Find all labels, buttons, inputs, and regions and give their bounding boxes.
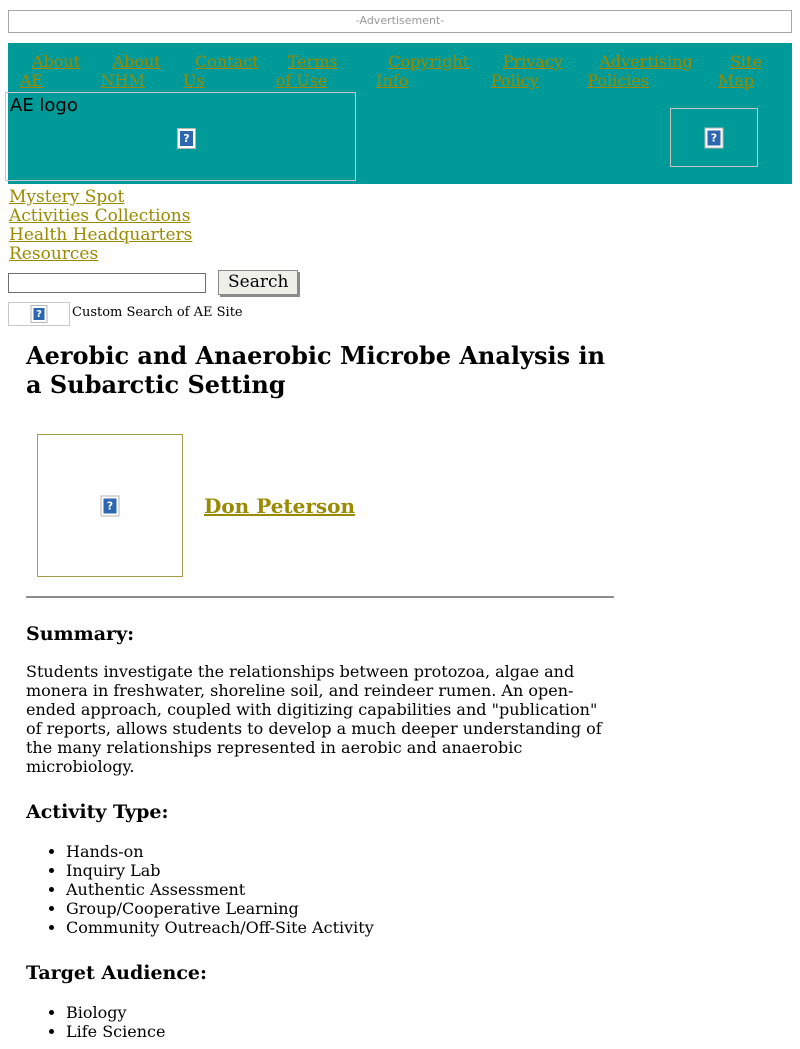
search-form [8,270,792,295]
target-audience-heading: Target Audience: [26,962,208,984]
list-item: • Authentic Assessment [66,880,614,899]
site-header [8,43,792,184]
activity-type-list [26,842,614,937]
summary-heading: Summary: [26,623,135,645]
ae-logo-alt-text: AE logo [10,95,78,116]
quick-link-activities-collections[interactable]: Activities Collections [9,206,191,226]
search-button[interactable]: Search [218,270,298,295]
nav-link-privacy-policy[interactable]: Privacy Policy [490,52,563,90]
quick-link-health-headquarters[interactable]: Health Headquarters [9,225,193,245]
header-nav [8,43,792,90]
advertisement-label: -Advertisement- [355,14,445,27]
summary-paragraph: Students investigate the relationships between protozoa, algae and monera in freshwater, shoreline soil, and reindeer rumen. An open-ended approach, coupled with digitizing capabilities and "publication" of reports, allows students to develop a much deeper understanding of the many relationships represented in aerobic and anaerobic microbiology. [26,662,602,776]
nav-link-advertising-policies[interactable]: Advertising Policies [587,52,693,90]
target-audience-list [26,1003,614,1041]
list-item: • Hands-on [66,842,614,861]
custom-search-row [8,302,792,326]
broken-image-icon: ? [706,128,723,147]
author-photo-broken-image [37,434,183,577]
advertisement-banner [8,10,792,33]
quick-link-resources[interactable]: Resources [9,244,99,264]
search-input[interactable] [8,273,206,293]
author-row [26,434,614,577]
activity-type-heading: Activity Type: [26,801,169,823]
list-item: • Community Outreach/Off-Site Activity [66,918,614,937]
broken-image-icon: ? [32,306,47,322]
quick-links [9,188,792,264]
article-main [26,341,614,1041]
broken-image-icon: ? [102,496,119,515]
nav-link-site-map[interactable]: Site Map [717,52,762,90]
custom-search-label: Custom Search of AE Site [72,305,243,320]
broken-image-icon: ? [178,129,195,148]
header-right-broken-image [670,108,758,167]
page-title: Aerobic and Anaerobic Microbe Analysis in a Subarctic Setting [26,341,606,399]
author-link[interactable]: Don Peterson [204,493,356,518]
quick-link-mystery-spot[interactable]: Mystery Spot [9,187,125,207]
nav-link-contact-us[interactable]: Contact Us [183,52,259,90]
list-item: • Life Science [66,1022,614,1041]
list-item: • Inquiry Lab [66,861,614,880]
nav-link-about-ae[interactable]: About AE [20,52,81,90]
divider [26,596,614,598]
nav-link-terms-of-use[interactable]: Terms of Use [275,52,338,90]
ae-logo-broken-image [5,92,356,181]
custom-search-broken-image [8,302,70,326]
nav-link-about-nhm[interactable]: About NHM [100,52,161,90]
list-item: • Biology [66,1003,614,1022]
nav-link-copyright-info[interactable]: Copyright Info [376,52,470,90]
list-item: • Group/Cooperative Learning [66,899,614,918]
